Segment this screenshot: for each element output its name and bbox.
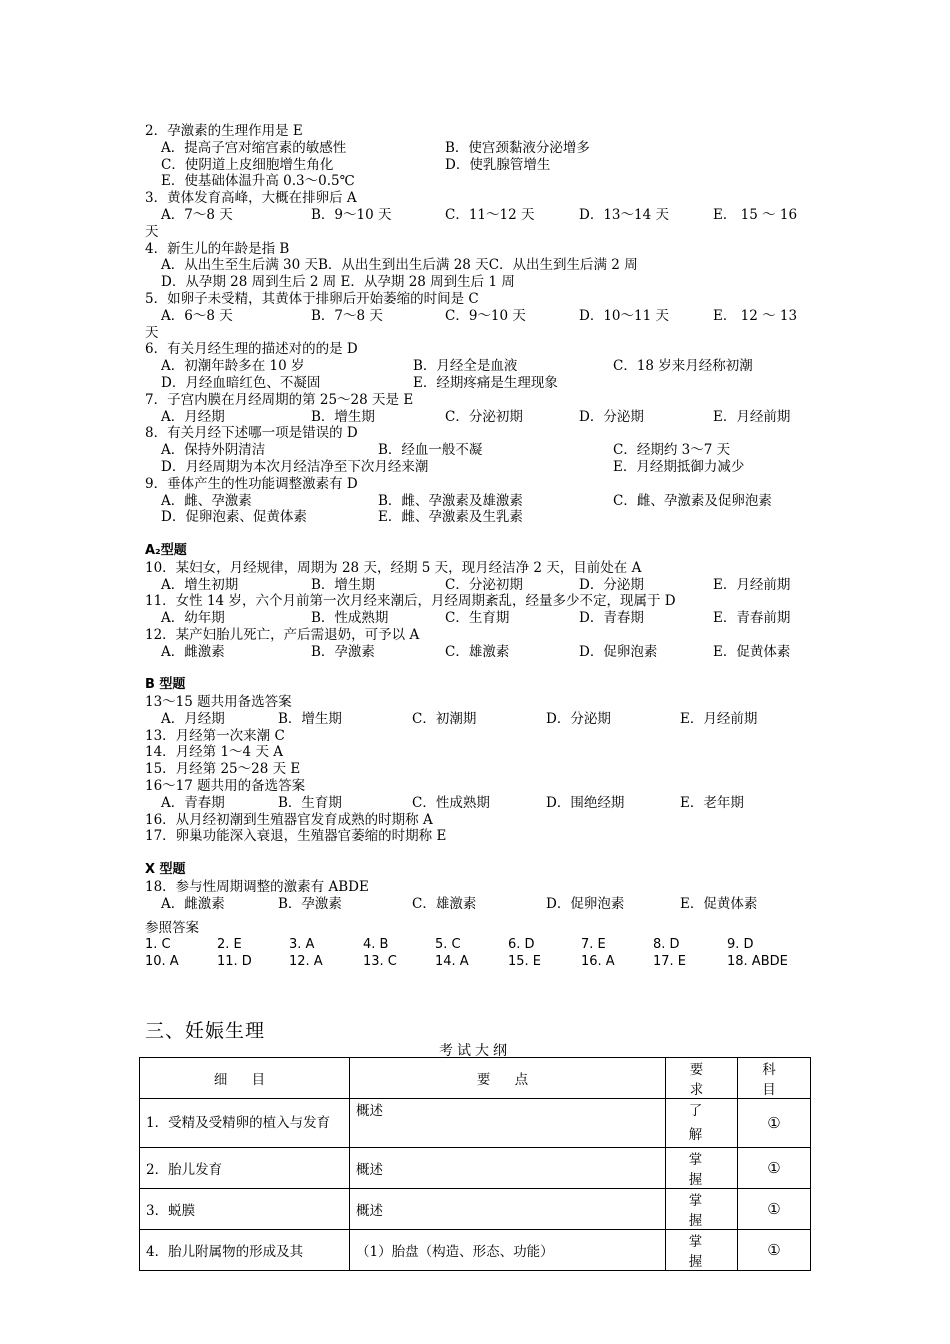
x-options bbox=[145, 896, 815, 913]
outline-title: 考试大纲 bbox=[439, 1043, 511, 1059]
answer-entry: 16. A bbox=[581, 954, 615, 970]
a1-questions bbox=[145, 123, 815, 526]
row-item: 2．胎儿发育 bbox=[140, 1148, 350, 1189]
row-requirement: 了 解 bbox=[666, 1099, 738, 1148]
row-item: 4．胎儿附属物的形成及其 bbox=[140, 1230, 350, 1271]
option-row bbox=[145, 509, 815, 526]
header-requirement: 要 求 bbox=[666, 1058, 738, 1099]
answer-option: B．9～10 天 bbox=[311, 206, 392, 223]
question-stem: 10．某妇女，月经规律，周期为 28 天，经期 5 天，现月经洁净 2 天，目前处在 A bbox=[145, 559, 642, 576]
option-row bbox=[145, 257, 815, 274]
answer-option: E．使基础体温升高 0.3～0.5℃ bbox=[161, 173, 355, 190]
answer-row bbox=[145, 937, 815, 954]
row-item: 3．蜕膜 bbox=[140, 1189, 350, 1230]
row-subject: ① bbox=[738, 1148, 811, 1189]
table-row bbox=[140, 1189, 811, 1230]
answer-option: C．生育期 bbox=[445, 610, 510, 627]
answer-option: A．初潮年龄多在 10 岁 bbox=[161, 358, 305, 375]
answer-row bbox=[145, 954, 815, 971]
header-subject: 科 目 bbox=[738, 1058, 811, 1099]
question-stem: 3．黄体发育高峰，大概在排卵后 A bbox=[145, 190, 357, 207]
answer-option: B．性成熟期 bbox=[311, 610, 389, 627]
option-row bbox=[145, 358, 815, 375]
a2-questions bbox=[145, 560, 815, 661]
answer-option: C．11～12 天 bbox=[445, 206, 535, 223]
answer-option: A．幼年期 bbox=[161, 610, 225, 627]
row-point: 概述 bbox=[350, 1099, 666, 1148]
answer-option: C．初潮期 bbox=[412, 710, 477, 727]
question-stem: 2．孕激素的生理作用是 E bbox=[145, 123, 303, 139]
a2-section-title: A₂型题 bbox=[145, 542, 187, 558]
option-row bbox=[145, 493, 815, 510]
b-question: 13．月经第一次来潮 C bbox=[145, 727, 285, 744]
answer-option: B．孕激素 bbox=[278, 895, 342, 912]
row-subject: ① bbox=[738, 1189, 811, 1230]
answer-option: D．促卵泡素 bbox=[546, 895, 625, 912]
option-row bbox=[145, 274, 815, 291]
answer-entry: 15. E bbox=[508, 954, 542, 970]
row-point: 概述 bbox=[350, 1148, 666, 1189]
answer-option: E．老年期 bbox=[680, 794, 744, 811]
option-row bbox=[145, 207, 815, 224]
answers-title: 参照答案 bbox=[145, 920, 199, 937]
answer-entry: 14. A bbox=[435, 954, 469, 970]
answer-option: C．经期约 3～7 天 bbox=[613, 442, 731, 459]
header-point: 要 点 bbox=[350, 1058, 666, 1099]
question-stem: 8．有关月经下述哪一项是错误的 D bbox=[145, 425, 358, 442]
answer-option: C．雄激素 bbox=[412, 895, 477, 912]
answer-option: B．雌、孕激素及雄激素 bbox=[378, 492, 523, 509]
b-question: 15．月经第 25～28 天 E bbox=[145, 761, 301, 778]
answer-entry: 17. E bbox=[653, 954, 687, 970]
answer-option: C．分泌初期 bbox=[445, 408, 523, 425]
option-row bbox=[145, 577, 815, 594]
b-section-title: B 型题 bbox=[145, 677, 186, 693]
section-3-title: 三、妊娠生理 bbox=[145, 1020, 266, 1042]
question-stem: 12．某产妇胎儿死亡，产后需退奶，可予以 A bbox=[145, 626, 420, 643]
answer-option: C．性成熟期 bbox=[412, 794, 490, 811]
answer-option: E．月经前期 bbox=[713, 576, 791, 593]
answer-option: E． 15 ～ 16 bbox=[713, 206, 798, 223]
row-point: （1）胎盘（构造、形态、功能） bbox=[350, 1230, 666, 1271]
answer-entry: 9. D bbox=[727, 937, 754, 953]
row-item: 1．受精及受精卵的植入与发育 bbox=[140, 1099, 350, 1148]
answer-option: D．使乳腺管增生 bbox=[445, 156, 551, 173]
answer-option: B．生育期 bbox=[278, 794, 342, 811]
answer-option: C．18 岁来月经称初潮 bbox=[613, 358, 753, 375]
question-stem: 6．有关月经生理的描述对的的是 D bbox=[145, 341, 358, 358]
answer-option: D．分泌期 bbox=[579, 408, 644, 425]
answer-entry: 11. D bbox=[217, 954, 252, 970]
answer-entry: 5. C bbox=[435, 937, 461, 953]
answer-option: D．13～14 天 bbox=[579, 206, 669, 223]
question-stem: 9．垂体产生的性功能调整激素有 D bbox=[145, 475, 358, 492]
b-question: 14．月经第 1～4 天 A bbox=[145, 744, 283, 761]
table-row bbox=[140, 1148, 811, 1189]
answer-option: A．增生初期 bbox=[161, 576, 239, 593]
question-stem: 7．子宫内膜在月经周期的第 25～28 天是 E bbox=[145, 391, 414, 408]
answer-option: D．月经周期为本次月经洁净至下次月经来潮 bbox=[161, 458, 429, 475]
answer-option: 天 bbox=[145, 223, 159, 240]
answer-option: D．围绝经期 bbox=[546, 794, 625, 811]
answer-entry: 7. E bbox=[581, 937, 606, 953]
answer-option: D．月经血暗红色、不凝固 bbox=[161, 374, 321, 391]
b-items-2 bbox=[145, 812, 815, 846]
answer-option: E．月经前期 bbox=[680, 710, 758, 727]
answer-option: A．保持外阴清洁 bbox=[161, 442, 266, 459]
answer-option: A．雌激素 bbox=[161, 643, 225, 660]
answer-option: E．月经前期 bbox=[713, 408, 791, 425]
answer-entry: 18. ABDE bbox=[727, 954, 788, 970]
option-row bbox=[145, 157, 815, 174]
row-requirement: 掌 握 bbox=[666, 1189, 738, 1230]
table-row bbox=[140, 1099, 811, 1148]
x-section-title: X 型题 bbox=[145, 862, 186, 878]
b-shared-options-label-1: 13～15 题共用备选答案 bbox=[145, 694, 292, 711]
row-requirement: 掌 握 bbox=[666, 1230, 738, 1271]
question-stem: 5．如卵子未受精，其黄体于排卵后开始萎缩的时间是 C bbox=[145, 290, 479, 307]
b-options-2 bbox=[145, 795, 815, 812]
answer-option: D．促卵泡素、促黄体素 bbox=[161, 509, 307, 526]
option-row bbox=[145, 442, 815, 459]
answer-option: D．分泌期 bbox=[579, 576, 644, 593]
answer-entry: 4. B bbox=[363, 937, 389, 953]
answer-option: D．促卵泡素 bbox=[579, 643, 658, 660]
answer-option: E． 12 ～ 13 bbox=[713, 307, 798, 324]
option-row bbox=[145, 375, 815, 392]
answer-option: B．增生期 bbox=[311, 576, 375, 593]
row-subject: ① bbox=[738, 1099, 811, 1148]
answer-option: B．孕激素 bbox=[311, 643, 375, 660]
answer-entry: 3. A bbox=[289, 937, 315, 953]
table-header-row bbox=[140, 1058, 811, 1099]
answer-entry: 8. D bbox=[653, 937, 680, 953]
exam-outline-table bbox=[139, 1057, 811, 1271]
answer-option: A．雌激素 bbox=[161, 895, 225, 912]
option-row bbox=[145, 308, 815, 325]
answer-entry: 12. A bbox=[289, 954, 323, 970]
option-row bbox=[145, 459, 815, 476]
answer-option: C．分泌初期 bbox=[445, 576, 523, 593]
row-point: 概述 bbox=[350, 1189, 666, 1230]
option-row bbox=[145, 325, 815, 342]
b-shared-options-label-2: 16～17 题共用的备选答案 bbox=[145, 778, 306, 795]
answer-option: E．月经期抵御力减少 bbox=[613, 458, 745, 475]
answer-option: A．从出生至生后满 30 天B．从出生到出生后满 28 天C．从出生到生后满 2 周 bbox=[161, 257, 638, 274]
option-row bbox=[145, 409, 815, 426]
answer-key bbox=[145, 937, 815, 971]
answer-option: D．从孕期 28 周到生后 2 周 E．从孕期 28 周到生后 1 周 bbox=[161, 274, 515, 291]
answer-option: A．月经期 bbox=[161, 408, 225, 425]
b-question: 16．从月经初潮到生殖器官发育成熟的时期称 A bbox=[145, 811, 433, 828]
answer-option: C．使阴道上皮细胞增生角化 bbox=[161, 156, 334, 173]
answer-option: B．经血一般不凝 bbox=[378, 442, 483, 459]
answer-option: E．青春前期 bbox=[713, 610, 791, 627]
answer-option: E．经期疼痛是生理现象 bbox=[413, 374, 558, 391]
answer-option: C．雌、孕激素及促卵泡素 bbox=[613, 492, 772, 509]
answer-option: B．增生期 bbox=[311, 408, 375, 425]
option-row bbox=[145, 644, 815, 661]
option-row bbox=[145, 610, 815, 627]
row-subject: ① bbox=[738, 1230, 811, 1271]
answer-option: E．促黄体素 bbox=[713, 643, 791, 660]
question-stem: 11．女性 14 岁，六个月前第一次月经来潮后，月经周期紊乱，经量多少不定，现属于 D bbox=[145, 593, 676, 610]
x-question: 18．参与性周期调整的激素有 ABDE bbox=[145, 878, 369, 895]
option-row bbox=[145, 173, 815, 190]
answer-option: A．雌、孕激素 bbox=[161, 492, 252, 509]
answer-option: A．提高子宫对缩宫素的敏感性 bbox=[161, 139, 347, 156]
answer-option: C．雄激素 bbox=[445, 643, 510, 660]
answer-option: B．使宫颈黏液分泌增多 bbox=[445, 139, 590, 156]
answer-entry: 6. D bbox=[508, 937, 535, 953]
answer-option: E．促黄体素 bbox=[680, 895, 758, 912]
option-row bbox=[145, 140, 815, 157]
answer-option: E．雌、孕激素及生乳素 bbox=[378, 509, 523, 526]
b-options-1 bbox=[145, 711, 815, 728]
question-page bbox=[145, 123, 815, 971]
b-items-1 bbox=[145, 728, 815, 778]
answer-option: B．7～8 天 bbox=[311, 307, 383, 324]
answer-option: D．分泌期 bbox=[546, 710, 611, 727]
answer-entry: 10. A bbox=[145, 954, 179, 970]
answer-option: A．青春期 bbox=[161, 794, 225, 811]
answer-option: A．7～8 天 bbox=[161, 206, 233, 223]
row-requirement: 掌 握 bbox=[666, 1148, 738, 1189]
answer-option: D．10～11 天 bbox=[579, 307, 669, 324]
b-question: 17．卵巢功能深入衰退，生殖器官萎缩的时期称 E bbox=[145, 828, 447, 845]
answer-option: A．6～8 天 bbox=[161, 307, 233, 324]
answer-entry: 2. E bbox=[217, 937, 242, 953]
answer-option: C．9～10 天 bbox=[445, 307, 526, 324]
table-row bbox=[140, 1230, 811, 1271]
answer-option: D．青春期 bbox=[579, 610, 644, 627]
answer-option: 天 bbox=[145, 324, 159, 341]
header-item: 细 目 bbox=[140, 1058, 350, 1099]
answer-option: B．增生期 bbox=[278, 710, 342, 727]
answer-option: A．月经期 bbox=[161, 710, 225, 727]
answer-entry: 1. C bbox=[145, 937, 171, 953]
answer-option: B．月经全是血液 bbox=[413, 358, 518, 375]
answer-entry: 13. C bbox=[363, 954, 397, 970]
option-row bbox=[145, 224, 815, 241]
question-stem: 4．新生儿的年龄是指 B bbox=[145, 240, 290, 257]
